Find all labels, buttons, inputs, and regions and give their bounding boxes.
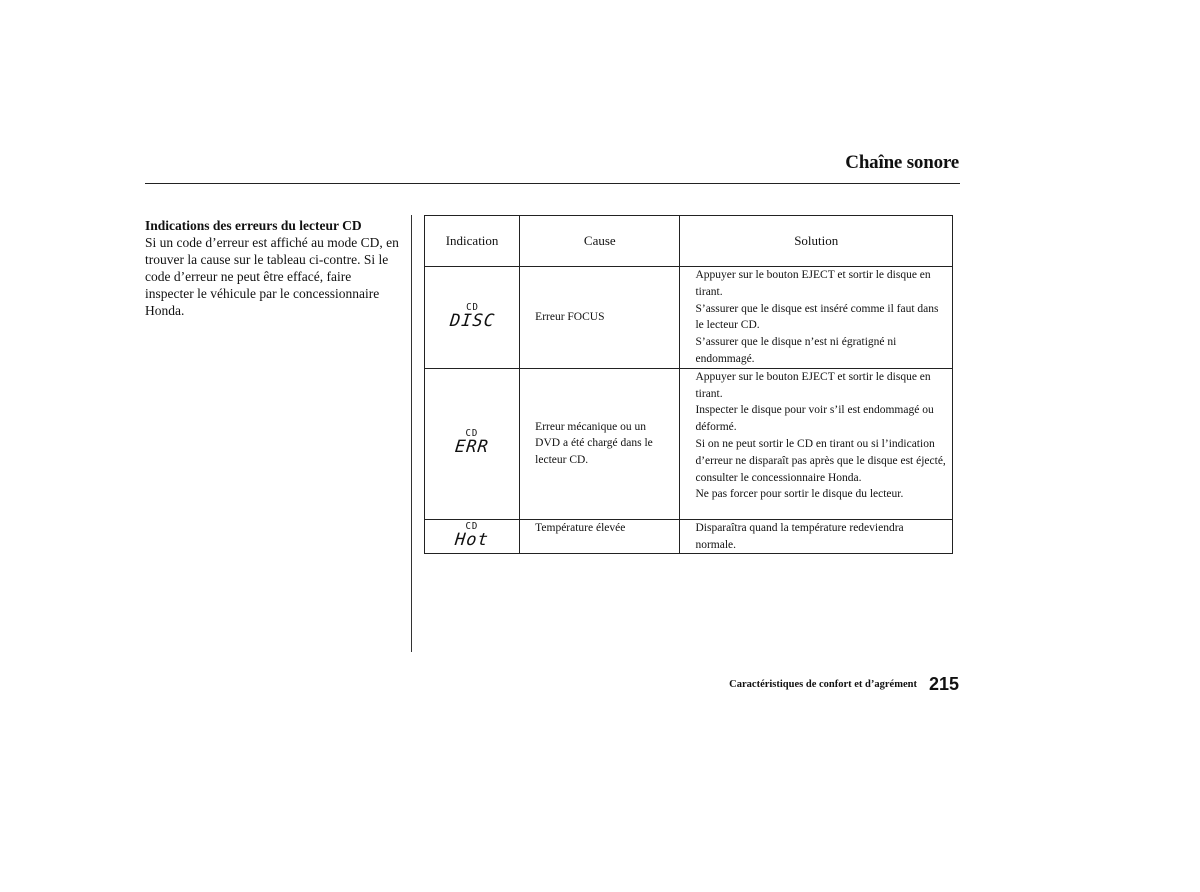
lcd-disc-display xyxy=(450,303,495,330)
table-row xyxy=(425,368,953,519)
table-row xyxy=(425,519,953,554)
lcd-code: DISC xyxy=(448,310,496,331)
solution-cell xyxy=(680,519,953,554)
header-cause: Cause xyxy=(520,216,680,267)
column-divider xyxy=(411,215,412,652)
intro-body: Si un code d’erreur est affiché au mode CD, en trouver la cause sur le tableau ci-contre. Si le code d’erreur ne peut être effacé, faire inspecter le véhicule par le concessionnaire Honda. xyxy=(145,235,399,318)
table-header-row xyxy=(425,216,953,267)
cause-text: Erreur mécanique ou un DVD a été chargé dans le lecteur CD. xyxy=(535,420,653,467)
solution-line: Appuyer sur le bouton EJECT et sortir le disque en tirant. xyxy=(695,269,931,298)
solution-line: S’assurer que le disque est inséré comme il faut dans le lecteur CD. xyxy=(695,302,939,332)
cause-cell xyxy=(520,267,680,369)
indication-cell xyxy=(425,519,520,554)
solution-line: S’assurer que le disque n’est ni égratigné ni endommagé. xyxy=(695,336,897,365)
intro-heading: Indications des erreurs du lecteur CD xyxy=(145,218,362,233)
solution-cell xyxy=(680,368,953,519)
solution-line: Si on ne peut sortir le CD en tirant ou si l’indication d’erreur ne disparaît pas après que le disque est éjecté, consulter le concessionnaire Honda. xyxy=(695,437,946,484)
page-footer xyxy=(729,674,959,695)
footer-section-title: Caractéristiques de confort et d’agrément xyxy=(729,679,917,690)
lcd-hot-display xyxy=(455,522,489,549)
lcd-code: ERR xyxy=(454,437,491,458)
header-rule xyxy=(145,183,960,184)
solution-line: Ne pas forcer pour sortir le disque du lecteur. xyxy=(695,488,904,501)
lcd-err-display xyxy=(455,429,489,456)
table-row xyxy=(425,267,953,369)
indication-cell xyxy=(425,368,520,519)
solution-cell xyxy=(680,267,953,369)
header-solution: Solution xyxy=(680,216,953,267)
lcd-label: CD xyxy=(465,428,479,440)
page-number: 215 xyxy=(928,674,959,694)
solution-line: Disparaîtra quand la température redeviendra normale. xyxy=(695,521,904,551)
solution-line: Inspecter le disque pour voir s’il est endommagé ou déformé. xyxy=(695,404,934,434)
cause-text: Température élevée xyxy=(535,521,626,534)
solution-line: Appuyer sur le bouton EJECT et sortir le disque en tirant. xyxy=(695,370,931,400)
page-title: Chaîne sonore xyxy=(845,152,959,173)
indication-cell xyxy=(425,267,520,369)
lcd-label: CD xyxy=(465,301,479,313)
cause-text: Erreur FOCUS xyxy=(535,310,605,323)
cause-cell xyxy=(520,368,680,519)
lcd-code: Hot xyxy=(454,530,491,551)
cause-cell xyxy=(520,519,680,554)
lcd-label: CD xyxy=(465,521,479,533)
header-indication: Indication xyxy=(425,216,520,267)
error-table xyxy=(424,215,953,554)
intro-section xyxy=(145,217,401,319)
